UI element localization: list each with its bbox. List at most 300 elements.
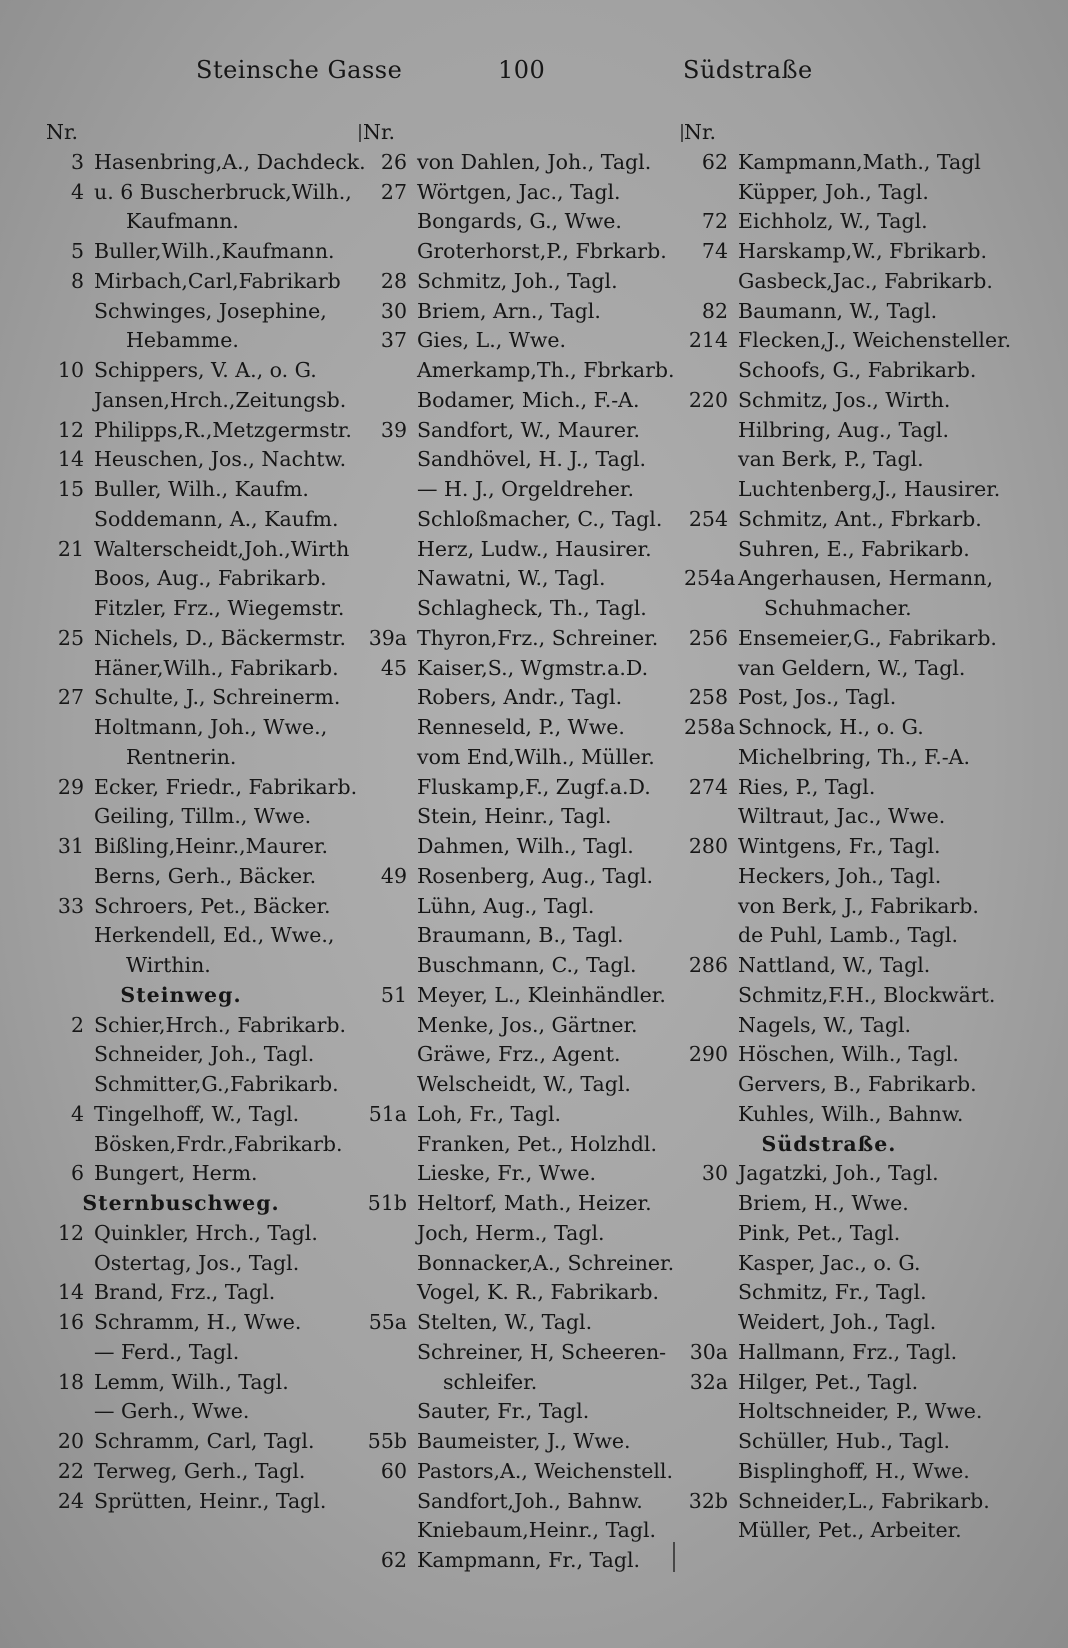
house-number: 60: [380, 1458, 407, 1483]
house-number: 14: [57, 447, 84, 472]
directory-entry: [363, 921, 673, 951]
directory-entry: [684, 654, 1004, 684]
resident-entry: u. 6 Buscherbruck,Wilh.,: [94, 179, 352, 204]
directory-entry: [46, 267, 346, 297]
directory-entry: [684, 1159, 1004, 1189]
directory-entry: [363, 505, 673, 535]
directory-entry: [363, 1308, 673, 1338]
resident-entry: Wintgens, Fr., Tagl.: [738, 834, 941, 858]
resident-entry: Schüller, Hub., Tagl.: [738, 1429, 951, 1453]
directory-entry: [684, 594, 1004, 624]
directory-entry: [684, 178, 1004, 208]
directory-entry: [46, 564, 346, 594]
resident-entry: Rentnerin.: [126, 744, 237, 769]
resident-entry: Buller, Wilh., Kaufm.: [94, 477, 309, 501]
directory-entry: [684, 475, 1004, 505]
directory-entry: [684, 773, 1004, 803]
directory-entry: [363, 773, 673, 803]
directory-entry: [684, 981, 1004, 1011]
house-number: 220: [688, 387, 728, 412]
resident-entry: Kasper, Jac., o. G.: [738, 1250, 921, 1275]
directory-entry: [46, 1011, 346, 1041]
resident-entry: Schmitter,G.,Fabrikarb.: [94, 1072, 339, 1096]
directory-entry: [363, 178, 673, 208]
resident-entry: Holtmann, Joh., Wwe.,: [94, 715, 328, 739]
directory-entry: [46, 832, 346, 862]
resident-entry: Schmitz, Joh., Tagl.: [417, 268, 618, 293]
resident-entry: Stein, Heinr., Tagl.: [417, 804, 612, 829]
resident-entry: Dahmen, Wilh., Tagl.: [417, 834, 634, 858]
resident-entry: Baumann, W., Tagl.: [738, 298, 938, 323]
house-number: 258a: [684, 715, 736, 739]
resident-entry: Philipps,R.,Metzgermstr.: [94, 417, 352, 442]
resident-entry: Nattland, W., Tagl.: [738, 953, 931, 977]
resident-entry: Schmitz, Jos., Wirth.: [738, 387, 951, 412]
directory-entry: [363, 1011, 673, 1041]
resident-entry: Jansen,Hrch.,Zeitungsb.: [94, 387, 347, 412]
resident-entry: van Berk, P., Tagl.: [738, 447, 924, 472]
house-number: 49: [380, 863, 407, 888]
directory-entry: [46, 1427, 346, 1457]
directory-entry: [363, 1487, 673, 1517]
resident-entry: Gasbeck,Jac., Fabrikarb.: [738, 268, 993, 293]
house-number: 55b: [367, 1429, 407, 1453]
directory-entry: [363, 1159, 673, 1189]
directory-entry: [363, 981, 673, 1011]
resident-entry: Terweg, Gerh., Tagl.: [94, 1458, 306, 1483]
resident-entry: Heuschen, Jos., Nachtw.: [94, 447, 347, 472]
resident-entry: Robers, Andr., Tagl.: [417, 685, 623, 710]
house-number-label: Nr.: [46, 120, 79, 144]
resident-entry: Sauter, Fr., Tagl.: [417, 1399, 590, 1424]
directory-entry: [363, 1130, 673, 1160]
house-number: 14: [57, 1280, 84, 1305]
resident-entry: Soddemann, A., Kaufm.: [94, 506, 339, 531]
resident-entry: Schloßmacher, C., Tagl.: [417, 506, 663, 531]
directory-entry: [363, 207, 673, 237]
resident-entry: Kuhles, Wilh., Bahnw.: [738, 1101, 964, 1126]
directory-entry: [684, 1219, 1004, 1249]
house-number: 39: [380, 417, 407, 442]
directory-entry: [684, 386, 1004, 416]
resident-entry: Nichels, D., Bäckermstr.: [94, 625, 347, 650]
house-number: 16: [57, 1310, 84, 1334]
resident-entry: vom End,Wilh., Müller.: [417, 744, 655, 769]
house-number: 12: [57, 1220, 84, 1245]
directory-entry: [46, 237, 346, 267]
directory-entry: [684, 1189, 1004, 1219]
directory-entry: [684, 326, 1012, 356]
house-number: 5: [70, 239, 84, 263]
directory-entry: [684, 416, 1004, 446]
directory-entry: [684, 535, 1004, 565]
directory-entry: [46, 1487, 346, 1517]
directory-entry: [684, 267, 1004, 297]
resident-entry: Rosenberg, Aug., Tagl.: [417, 863, 654, 888]
directory-entry: [363, 743, 673, 773]
directory-entry: [46, 802, 346, 832]
directory-entry: [684, 1278, 1004, 1308]
resident-entry: Schramm, H., Wwe.: [94, 1310, 302, 1334]
resident-entry: Franken, Pet., Holzhdl.: [417, 1131, 658, 1156]
resident-entry: Bungert, Herm.: [94, 1161, 258, 1186]
directory-entry: [46, 386, 346, 416]
resident-entry: Flecken,J., Weichensteller.: [738, 328, 1012, 353]
resident-entry: Bodamer, Mich., F.-A.: [417, 387, 640, 412]
resident-entry: Bißling,Heinr.,Maurer.: [94, 834, 329, 858]
directory-entry: [363, 862, 673, 892]
resident-entry: Schmitz, Ant., Fbrkarb.: [738, 506, 982, 531]
directory-entry: [684, 862, 1004, 892]
directory-entry: [46, 1397, 346, 1427]
house-number: 72: [701, 209, 728, 234]
house-number: 258: [688, 685, 728, 710]
resident-entry: Lühn, Aug., Tagl.: [417, 893, 595, 918]
resident-entry: Tingelhoff, W., Tagl.: [94, 1101, 300, 1126]
directory-entry: [46, 356, 346, 386]
directory-entry: [684, 802, 1004, 832]
section-heading: Sternbuschweg.: [82, 1191, 280, 1215]
resident-entry: Sandhövel, H. J., Tagl.: [417, 447, 647, 472]
directory-entry: [363, 386, 673, 416]
resident-entry: Wirthin.: [126, 953, 211, 977]
directory-entry: [363, 594, 673, 624]
directory-entry: [46, 594, 346, 624]
directory-entry: [684, 1249, 1004, 1279]
resident-entry: Harskamp,W., Fbrikarb.: [738, 239, 987, 263]
directory-entry: [363, 237, 673, 267]
directory-entry: [46, 1159, 346, 1189]
house-number: 28: [380, 268, 407, 293]
directory-entry: [363, 683, 673, 713]
house-number: 20: [57, 1429, 84, 1453]
directory-entry: [46, 624, 346, 654]
resident-entry: Menke, Jos., Gärtner.: [417, 1012, 638, 1037]
directory-entry: [363, 356, 673, 386]
column-rule: [681, 124, 683, 142]
resident-entry: Briem, H., Wwe.: [738, 1191, 909, 1215]
resident-entry: — H. J., Orgeldreher.: [417, 477, 634, 501]
directory-entry: [46, 1278, 346, 1308]
resident-entry: Holtschneider, P., Wwe.: [738, 1399, 983, 1424]
directory-entry: [363, 1249, 673, 1279]
directory-entry: [363, 564, 673, 594]
directory-entry: [363, 624, 673, 654]
house-number: 26: [380, 149, 407, 174]
directory-entry: [684, 1368, 1004, 1398]
resident-entry: Vogel, K. R., Fabrikarb.: [417, 1280, 660, 1305]
directory-entry: [684, 1040, 1004, 1070]
directory-entry: [684, 505, 1004, 535]
directory-entry: [363, 1427, 673, 1457]
directory-entry: [684, 743, 1004, 773]
directory-entry: [684, 1308, 1004, 1338]
house-number: 30: [380, 298, 407, 323]
directory-entry: [684, 564, 1004, 594]
directory-entry: [684, 356, 1004, 386]
resident-entry: Herz, Ludw., Hausirer.: [417, 536, 652, 561]
house-number: 82: [701, 298, 728, 323]
house-number: 31: [57, 834, 84, 858]
directory-entry: [363, 1338, 673, 1368]
house-number: 39a: [368, 625, 407, 650]
resident-entry: Sprütten, Heinr., Tagl.: [94, 1488, 327, 1513]
directory-entry: [46, 654, 346, 684]
resident-entry: Suhren, E., Fabrikarb.: [738, 536, 970, 561]
resident-entry: Ensemeier,G., Fabrikarb.: [738, 625, 997, 650]
directory-entry: [363, 951, 673, 981]
resident-entry: Welscheidt, W., Tagl.: [417, 1072, 631, 1096]
directory-entry: [684, 921, 1004, 951]
resident-entry: Kaufmann.: [126, 209, 239, 234]
resident-entry: Herkendell, Ed., Wwe.,: [94, 923, 335, 948]
directory-entry: [363, 1040, 673, 1070]
directory-entry: [46, 178, 352, 208]
resident-entry: Sandfort,Joh., Bahnw.: [417, 1488, 643, 1513]
directory-entry: [46, 1368, 346, 1398]
directory-entry: [684, 951, 1004, 981]
directory-entry: [363, 416, 673, 446]
resident-entry: Ostertag, Jos., Tagl.: [94, 1250, 300, 1275]
header-right-street: Südstraße: [683, 56, 813, 84]
column-header: [363, 118, 673, 148]
directory-entry: [684, 445, 1004, 475]
directory-entry: [363, 267, 673, 297]
resident-entry: Bongards, G., Wwe.: [417, 209, 622, 234]
resident-entry: Kampmann, Fr., Tagl.: [417, 1548, 641, 1572]
resident-entry: Brand, Frz., Tagl.: [94, 1280, 276, 1305]
directory-entry: [363, 1219, 673, 1249]
directory-column-3: [684, 118, 1012, 1546]
resident-entry: Jagatzki, Joh., Tagl.: [738, 1161, 939, 1186]
page-header: [0, 56, 1068, 92]
column-rule: [359, 124, 361, 142]
directory-entry: [46, 1338, 346, 1368]
house-number: 10: [57, 358, 84, 382]
house-number: 51b: [367, 1191, 407, 1215]
directory-entry: [363, 892, 673, 922]
resident-entry: Joch, Herm., Tagl.: [417, 1220, 605, 1245]
resident-entry: Kniebaum,Heinr., Tagl.: [417, 1518, 657, 1543]
directory-entry: [363, 1368, 673, 1398]
directory-entry: [46, 1040, 346, 1070]
directory-entry: [363, 1516, 673, 1546]
resident-entry: Sandfort, W., Maurer.: [417, 417, 641, 442]
directory-entry: [684, 1516, 1004, 1546]
directory-entry: [684, 1070, 1004, 1100]
directory-entry: [46, 743, 346, 773]
directory-entry: [363, 326, 673, 356]
directory-entry: [363, 832, 673, 862]
directory-entry: [46, 862, 346, 892]
resident-entry: Thyron,Frz., Schreiner.: [417, 625, 659, 650]
resident-entry: Kampmann,Math., Tagl: [738, 149, 981, 174]
section-heading: Steinweg.: [120, 982, 242, 1007]
directory-entry: [363, 1070, 673, 1100]
resident-entry: Stelten, W., Tagl.: [417, 1310, 593, 1334]
resident-entry: Groterhorst,P., Fbrkarb.: [417, 239, 667, 263]
resident-entry: Braumann, B., Tagl.: [417, 923, 624, 948]
directory-entry: [46, 713, 346, 743]
resident-entry: van Geldern, W., Tagl.: [738, 655, 966, 680]
resident-entry: Angerhausen, Hermann,: [738, 566, 993, 591]
resident-entry: Schulte, J., Schreinerm.: [94, 685, 341, 710]
resident-entry: Heltorf, Math., Heizer.: [417, 1191, 652, 1215]
resident-entry: von Berk, J., Fabrikarb.: [738, 893, 979, 918]
directory-entry: [46, 951, 346, 981]
house-number: 6: [70, 1161, 84, 1186]
house-number: 62: [701, 149, 728, 174]
resident-entry: Ries, P., Tagl.: [738, 774, 876, 799]
house-number: 214: [688, 328, 728, 353]
house-number: 27: [57, 685, 84, 710]
house-number: 21: [57, 536, 84, 561]
resident-entry: — Gerh., Wwe.: [94, 1399, 250, 1424]
resident-entry: Fitzler, Frz., Wiegemstr.: [94, 596, 345, 620]
resident-entry: Post, Jos., Tagl.: [738, 685, 897, 710]
resident-entry: de Puhl, Lamb., Tagl.: [738, 923, 959, 948]
resident-entry: Schippers, V. A., o. G.: [94, 358, 317, 382]
resident-entry: Schneider,L., Fabrikarb.: [738, 1488, 990, 1513]
directory-entry: [46, 148, 366, 178]
resident-entry: Amerkamp,Th., Fbrkarb.: [417, 358, 675, 382]
directory-entry: [684, 207, 1004, 237]
directory-entry: [684, 1100, 1004, 1130]
resident-entry: Ecker, Friedr., Fabrikarb.: [94, 774, 358, 799]
house-number: 33: [57, 893, 84, 918]
resident-entry: Bisplinghoff, H., Wwe.: [738, 1458, 970, 1483]
resident-entry: Weidert, Joh., Tagl.: [738, 1310, 937, 1334]
directory-entry: [46, 416, 352, 446]
resident-entry: Schroers, Pet., Bäcker.: [94, 893, 331, 918]
resident-entry: Berns, Gerh., Bäcker.: [94, 863, 317, 888]
resident-entry: Geiling, Tillm., Wwe.: [94, 804, 312, 829]
directory-entry: [363, 654, 673, 684]
house-number: 62: [380, 1548, 407, 1572]
directory-entry: [363, 1457, 673, 1487]
directory-entry: [363, 297, 673, 327]
header-left-street: Steinsche Gasse: [196, 56, 403, 84]
resident-entry: Wiltraut, Jac., Wwe.: [738, 804, 946, 829]
resident-entry: Eichholz, W., Tagl.: [738, 209, 928, 234]
resident-entry: Gräwe, Frz., Agent.: [417, 1042, 621, 1067]
resident-entry: Schmitz,F.H., Blockwärt.: [738, 982, 996, 1007]
directory-entry: [684, 1338, 1004, 1368]
resident-entry: Luchtenberg,J., Hausirer.: [738, 477, 1001, 501]
house-number: 4: [70, 1101, 84, 1126]
resident-entry: Mirbach,Carl,Fabrikarb: [94, 268, 341, 293]
house-number: 27: [380, 179, 407, 204]
house-number: 55a: [368, 1310, 407, 1334]
directory-entry: [46, 1130, 346, 1160]
house-number-label: Nr.: [363, 120, 396, 144]
directory-entry: [46, 475, 346, 505]
directory-entry: [46, 445, 346, 475]
directory-entry: [46, 207, 346, 237]
resident-entry: Loh, Fr., Tagl.: [417, 1101, 562, 1126]
directory-entry: [46, 892, 346, 922]
directory-entry: [684, 148, 1004, 178]
resident-entry: von Dahlen, Joh., Tagl.: [417, 149, 652, 174]
resident-entry: Schoofs, G., Fabrikarb.: [738, 358, 977, 382]
resident-entry: Hilger, Pet., Tagl.: [738, 1369, 919, 1394]
resident-entry: Schier,Hrch., Fabrikarb.: [94, 1012, 347, 1037]
resident-entry: Buller,Wilh.,Kaufmann.: [94, 239, 335, 263]
column-rule: [673, 1542, 675, 1572]
directory-entry: [46, 921, 346, 951]
resident-entry: Bösken,Frdr.,Fabrikarb.: [94, 1131, 343, 1156]
directory-entry: [363, 1546, 673, 1576]
house-number: 74: [701, 239, 728, 263]
directory-entry: [46, 773, 358, 803]
resident-entry: Buschmann, C., Tagl.: [417, 953, 637, 977]
resident-entry: Hebamme.: [126, 328, 239, 353]
resident-entry: Briem, Arn., Tagl.: [417, 298, 601, 323]
directory-entry: [363, 1397, 673, 1427]
house-number: 280: [688, 834, 728, 858]
column-header: [684, 118, 1004, 148]
resident-entry: — Ferd., Tagl.: [94, 1339, 240, 1364]
resident-entry: Müller, Pet., Arbeiter.: [738, 1518, 962, 1543]
resident-entry: Bonnacker,A., Schreiner.: [417, 1250, 675, 1275]
resident-entry: Schramm, Carl, Tagl.: [94, 1429, 315, 1453]
directory-entry: [363, 1189, 673, 1219]
house-number: 22: [57, 1458, 84, 1483]
house-number: 4: [70, 179, 84, 204]
directory-entry: [46, 505, 346, 535]
directory-entry: [363, 713, 673, 743]
resident-entry: Hasenbring,A., Dachdeck.: [94, 149, 366, 174]
resident-entry: Nagels, W., Tagl.: [738, 1012, 912, 1037]
house-number: 51: [380, 982, 407, 1007]
house-number: 12: [57, 417, 84, 442]
house-number: 286: [688, 953, 728, 977]
resident-entry: Schuhmacher.: [764, 596, 912, 620]
resident-entry: Renneseld, P., Wwe.: [417, 715, 625, 739]
house-number: 32a: [689, 1369, 728, 1394]
directory-entry: [46, 535, 350, 565]
resident-entry: schleifer.: [443, 1369, 538, 1394]
house-number: 290: [688, 1042, 728, 1067]
house-number: 30: [701, 1161, 728, 1186]
resident-entry: Fluskamp,F., Zugf.a.D.: [417, 774, 651, 799]
directory-entry: [46, 1070, 346, 1100]
house-number: 2: [70, 1012, 84, 1037]
directory-column-2: [363, 118, 673, 1576]
directory-entry: [363, 148, 673, 178]
directory-entry: [46, 683, 346, 713]
resident-entry: Lieske, Fr., Wwe.: [417, 1161, 596, 1186]
house-number: 32b: [688, 1488, 728, 1513]
house-number: 254a: [684, 566, 736, 591]
directory-entry: [684, 683, 1004, 713]
directory-entry: [684, 1487, 1004, 1517]
resident-entry: Schwinges, Josephine,: [94, 298, 327, 323]
house-number: 274: [688, 774, 728, 799]
resident-entry: Küpper, Joh., Tagl.: [738, 179, 929, 204]
directory-entry: [46, 1308, 346, 1338]
directory-entry: [363, 445, 673, 475]
resident-entry: Baumeister, J., Wwe.: [417, 1429, 631, 1453]
directory-entry: [363, 802, 673, 832]
resident-entry: Höschen, Wilh., Tagl.: [738, 1042, 959, 1067]
resident-entry: Häner,Wilh., Fabrikarb.: [94, 655, 339, 680]
house-number: 3: [70, 149, 84, 174]
directory-entry: [684, 1397, 1004, 1427]
directory-entry: [684, 892, 1004, 922]
page-number: 100: [498, 56, 546, 84]
directory-entry: [46, 326, 346, 356]
